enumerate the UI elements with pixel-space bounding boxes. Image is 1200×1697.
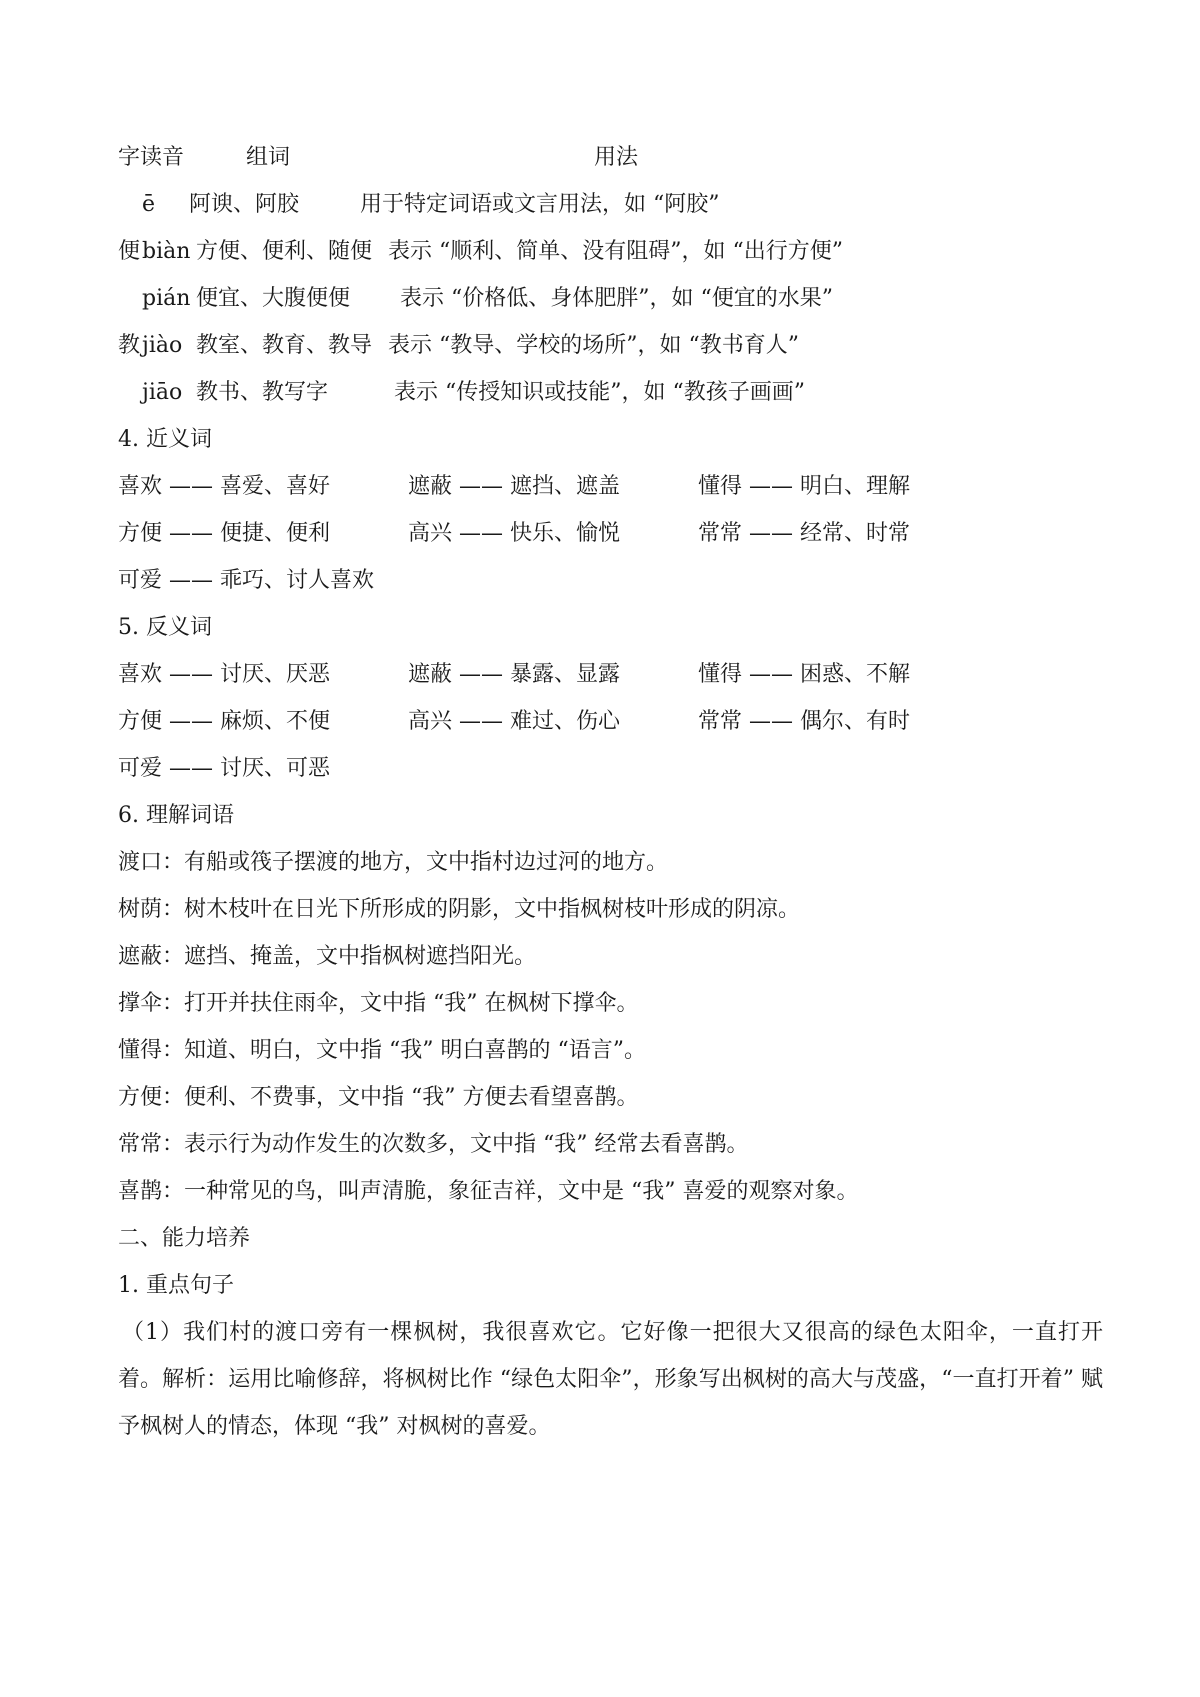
vocab-item: 撑伞：打开并扶住雨伞，文中指 “我” 在枫树下撑伞。 (118, 991, 639, 1016)
row-usage: 表示 “传授知识或技能”，如 “教孩子画画” (394, 380, 805, 405)
antonyms-heading: 5. 反义词 (118, 615, 212, 640)
row-pinyin: jiào (142, 333, 183, 358)
synonym-pair: 喜欢 —— 喜爱、喜好 (118, 474, 330, 499)
row-words: 教书、教写字 (196, 380, 329, 405)
antonym-pair: 喜欢 —— 讨厌、厌恶 (118, 662, 330, 687)
row-pinyin: jiāo (142, 380, 183, 405)
row-usage: 表示 “教导、学校的场所”，如 “教书育人” (388, 333, 799, 358)
vocab-item: 遮蔽：遮挡、掩盖，文中指枫树遮挡阳光。 (118, 944, 537, 969)
row-words: 教室、教育、教导 (196, 333, 373, 358)
vocab-item: 常常：表示行为动作发生的次数多，文中指 “我” 经常去看喜鹊。 (118, 1132, 749, 1157)
row-words: 方便、便利、随便 (196, 239, 373, 264)
antonym-pair: 高兴 —— 难过、伤心 (408, 709, 620, 734)
row-char: 便 (118, 239, 141, 264)
synonyms-heading: 4. 近义词 (118, 427, 212, 452)
synonym-pair: 懂得 —— 明白、理解 (698, 474, 910, 499)
row-char: 教 (118, 333, 141, 358)
row-words: 阿谀、阿胶 (189, 192, 300, 217)
row-usage: 用于特定词语或文言用法，如 “阿胶” (360, 192, 720, 217)
synonym-pair: 方便 —— 便捷、便利 (118, 521, 330, 546)
antonym-pair: 常常 —— 偶尔、有时 (698, 709, 910, 734)
vocab-heading: 6. 理解词语 (118, 803, 234, 828)
synonym-pair: 可爱 —— 乖巧、讨人喜欢 (118, 568, 374, 593)
antonym-pair: 可爱 —— 讨厌、可恶 (118, 756, 330, 781)
synonym-pair: 遮蔽 —— 遮挡、遮盖 (408, 474, 620, 499)
row-usage: 表示 “价格低、身体肥胖”，如 “便宜的水果” (400, 286, 833, 311)
section-heading: 二、能力培养 (118, 1226, 251, 1251)
row-usage: 表示 “顺利、简单、没有阻碍”，如 “出行方便” (388, 239, 843, 264)
row-pinyin: ē (142, 192, 156, 217)
vocab-item: 渡口：有船或筏子摆渡的地方，文中指村边过河的地方。 (118, 850, 669, 875)
vocab-item: 懂得：知道、明白，文中指 “我” 明白喜鹊的 “语言”。 (118, 1038, 646, 1063)
key-sentence-paragraph: （1）我们村的渡口旁有一棵枫树，我很喜欢它。它好像一把很大又很高的绿色太阳伞，一直打开着。解析：运用比喻修辞，将枫树比作 “绿色太阳伞”，形象写出枫树的高大与茂盛，“一直打开着” 赋予枫树人的情态，体现 “我” 对枫树的喜爱。 (118, 1320, 1103, 1439)
vocab-item: 树荫：树木枝叶在日光下所形成的阴影，文中指枫树枝叶形成的阴凉。 (118, 897, 801, 922)
vocab-item: 方便：便利、不费事，文中指 “我” 方便去看望喜鹊。 (118, 1085, 639, 1110)
antonym-pair: 遮蔽 —— 暴露、显露 (408, 662, 620, 687)
vocab-item: 喜鹊：一种常见的鸟，叫声清脆，象征吉祥，文中是 “我” 喜爱的观察对象。 (118, 1179, 859, 1204)
antonym-pair: 懂得 —— 困惑、不解 (698, 662, 910, 687)
row-pinyin: biàn (142, 239, 191, 264)
header-char-pron: 字读音 (118, 145, 185, 170)
header-words: 组词 (246, 145, 291, 170)
sub-heading: 1. 重点句子 (118, 1273, 234, 1298)
synonym-pair: 常常 —— 经常、时常 (698, 521, 910, 546)
row-pinyin: pián (142, 286, 191, 311)
antonym-pair: 方便 —— 麻烦、不便 (118, 709, 330, 734)
header-usage: 用法 (594, 145, 639, 170)
row-words: 便宜、大腹便便 (196, 286, 351, 311)
synonym-pair: 高兴 —— 快乐、愉悦 (408, 521, 620, 546)
